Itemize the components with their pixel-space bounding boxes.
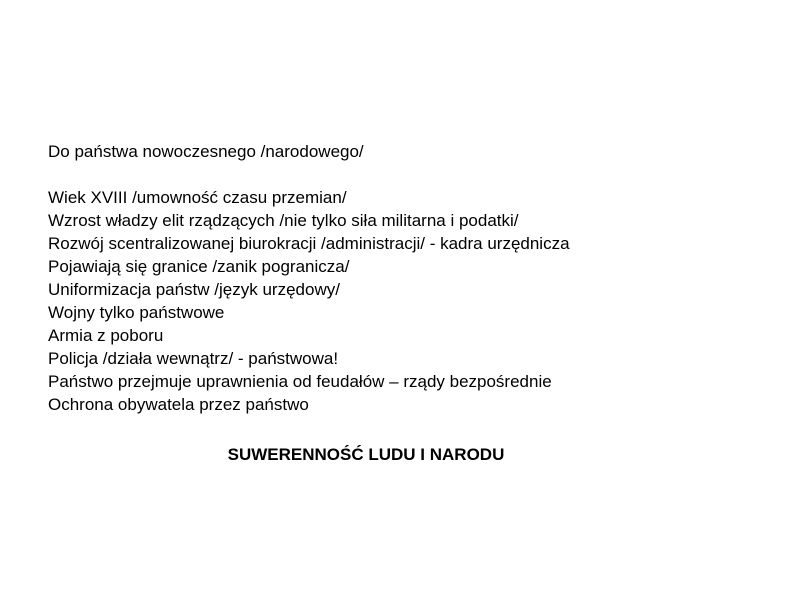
list-item: Uniformizacja państw /język urzędowy/ <box>48 280 340 299</box>
list-item: Policja /działa wewnątrz/ - państwowa! <box>48 349 339 368</box>
spacer <box>48 416 768 443</box>
spacer <box>48 163 768 186</box>
conclusion-heading: SUWERENNOŚĆ LUDU I NARODU <box>227 445 505 464</box>
list-item: Rozwój scentralizowanej biurokracji /administracji/ - kadra urzędnicza <box>48 234 570 253</box>
list-item: Ochrona obywatela przez państwo <box>48 395 309 414</box>
list-item: Pojawiają się granice /zanik pogranicza/ <box>48 257 350 276</box>
slide-text-block <box>48 140 768 466</box>
list-item: Wzrost władzy elit rządzących /nie tylko siła militarna i podatki/ <box>48 211 519 230</box>
list-item: Wiek XVIII /umowność czasu przemian/ <box>48 188 347 207</box>
list-item: Armia z poboru <box>48 326 164 345</box>
slide-heading: Do państwa nowoczesnego /narodowego/ <box>48 142 364 161</box>
list-item: Państwo przejmuje uprawnienia od feudałów – rządy bezpośrednie <box>48 372 552 391</box>
list-item: Wojny tylko państwowe <box>48 303 225 322</box>
